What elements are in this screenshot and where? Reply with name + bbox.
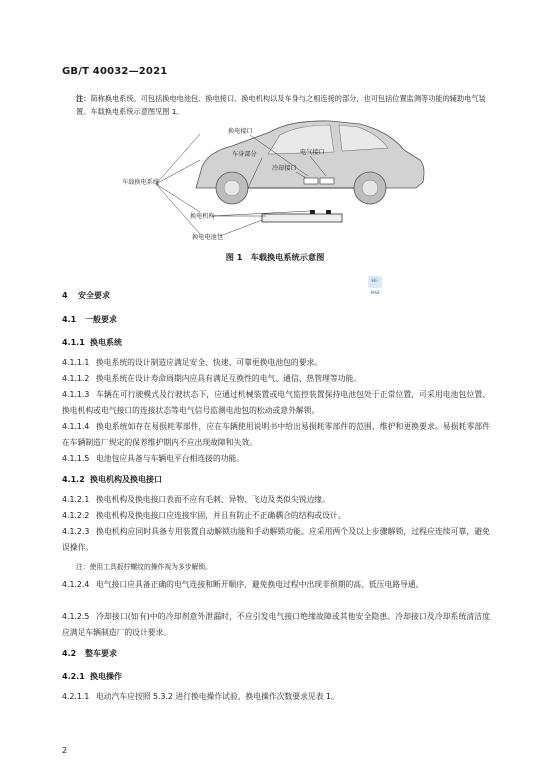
clause-4-1-2-2 <box>62 508 490 524</box>
label-battery-pack: 换电电池包 <box>192 234 223 241</box>
section-title: 换电系统 <box>90 338 122 347</box>
watermark-badge: Hi-HGI <box>368 276 382 288</box>
clause-text: 换电系统的设计制造应满足安全、快速、可靠更换电池包的要求。 <box>96 358 323 367</box>
clause-number: 4.1.1.1 <box>62 358 90 367</box>
clause-number: 4.1.2.3 <box>62 527 90 536</box>
section-4-1-1-heading <box>62 337 122 348</box>
clause-4-1-1-1 <box>62 355 490 371</box>
section-4-2-heading <box>62 648 117 659</box>
section-4-heading <box>62 290 110 301</box>
section-4-1-heading <box>62 314 117 325</box>
label-swap-mechanism: 换电机构 <box>190 213 215 220</box>
clause-number: 4.1.1.5 <box>62 454 90 463</box>
note-text: 简称换电系统。可包括换电电池包、换电接口、换电机构以及车身与之相连接的部分，也可包括位置监测等功能的辅助电气装置。车载换电系统示意图见图 1。 <box>76 94 486 116</box>
section-number: 4.2.1 <box>62 672 85 681</box>
section-title: 换电机构及换电接口 <box>90 475 162 484</box>
clause-number: 4.1.1.4 <box>62 422 90 431</box>
section-title: 整车要求 <box>85 649 117 658</box>
car-diagram <box>120 112 440 247</box>
section-4-2-1-heading <box>62 671 122 682</box>
clause-4-1-2-1 <box>62 492 490 508</box>
section-number: 4 <box>62 291 68 300</box>
section-4-1-2-heading <box>62 474 162 485</box>
clause-text: 电动汽车应按照 5.3.2 进行换电操作试验，换电操作次数要求见表 1。 <box>96 692 339 701</box>
section-number: 4.1 <box>62 315 77 324</box>
clause-4-1-1-2 <box>62 371 490 387</box>
clause-number: 4.1.1.3 <box>62 390 90 399</box>
section-title: 一般要求 <box>85 315 117 324</box>
clause-text: 电气接口应具备正确的电气连接和断开顺序，避免换电过程中出现非预期的高、低压电路导通。 <box>96 580 424 589</box>
label-cooling-interface: 冷却接口 <box>272 165 297 172</box>
clause-text: 换电机构应同时具备专用装置自动解锁功能和手动解锁功能。应采用两个及以上步骤解锁，过程应连续可靠，避免误操作。 <box>62 527 490 552</box>
clause-text: 换电机构及换电接口表面不应有毛刺、异物、飞边及类似尖锐边缘。 <box>96 495 330 504</box>
clause-number: 4.1.1.2 <box>62 374 90 383</box>
section-title: 换电操作 <box>90 672 122 681</box>
clause-text: 换电系统在设计寿命周期内应具有满足互换性的电气、通信、热管理等功能。 <box>96 374 362 383</box>
label-vehicle-swap-system: 车载换电系统 <box>122 179 160 186</box>
clause-4-1-2-5 <box>62 609 490 641</box>
standard-code-header: GB/T 40032—2021 <box>62 66 168 77</box>
clause-text: 车辆在可行驶模式及行驶状态下，应通过机械装置或电气监控装置保持电池包处于正常位置，可采用电池包位置、换电机构或电气接口的连接状态等电气信号监测电池包的松动或意外解锁。 <box>62 390 490 415</box>
clause-text: 换电系统如存在易损耗零部件，应在车辆使用说明书中给出易损耗零部件的范围、维护和更换要求。易损耗零部件在车辆制造厂规定的保养维护期内不应出现故障和失效。 <box>62 422 490 447</box>
figure-caption: 图 1 车载换电系统示意图 <box>225 252 325 262</box>
note-multi-step-unlock: 注：使用工具扳拧螺纹的操作视为多步解锁。 <box>76 563 212 571</box>
label-electrical-interface: 电气接口 <box>300 149 325 156</box>
section-number: 4.1.2 <box>62 475 85 484</box>
clause-number: 4.2.1.1 <box>62 692 90 701</box>
clause-4-1-2-4 <box>62 577 490 593</box>
clause-4-1-2-3 <box>62 524 490 556</box>
label-swap-interface: 换电接口 <box>228 128 253 135</box>
clause-4-1-1-5 <box>62 451 490 467</box>
section-number: 4.1.1 <box>62 338 85 347</box>
clause-number: 4.1.2.5 <box>62 612 90 621</box>
section-title: 安全要求 <box>78 291 110 300</box>
clause-text: 换电机构及换电接口应连接牢固，并且有防止不正确耦合的结构或设计。 <box>96 511 346 520</box>
clause-4-1-1-3 <box>62 387 490 419</box>
electrical-interface-box <box>320 178 334 184</box>
cooling-interface-box <box>304 178 318 184</box>
clause-number: 4.1.2.4 <box>62 580 90 589</box>
clause-text: 冷却接口(如有)中的冷却剂意外泄漏时，不应引发电气接口绝缘故障或其他安全隐患。冷却接口及冷却系统清洁度应满足车辆制造厂的设计要求。 <box>62 612 490 637</box>
page-number: 2 <box>62 746 68 755</box>
battery-pack <box>262 214 342 222</box>
section-number: 4.2 <box>62 649 77 658</box>
clause-number: 4.1.2.2 <box>62 511 90 520</box>
label-body-part: 车身部分 <box>232 151 257 158</box>
clause-4-1-1-4 <box>62 419 490 451</box>
clause-number: 4.1.2.1 <box>62 495 90 504</box>
clause-text: 电池包应具备与车辆电平台相连接的功能。 <box>96 454 245 463</box>
figure-vehicle-swap-system <box>120 112 440 247</box>
note-label: 注： <box>76 94 91 103</box>
clause-4-2-1-1 <box>62 689 490 705</box>
